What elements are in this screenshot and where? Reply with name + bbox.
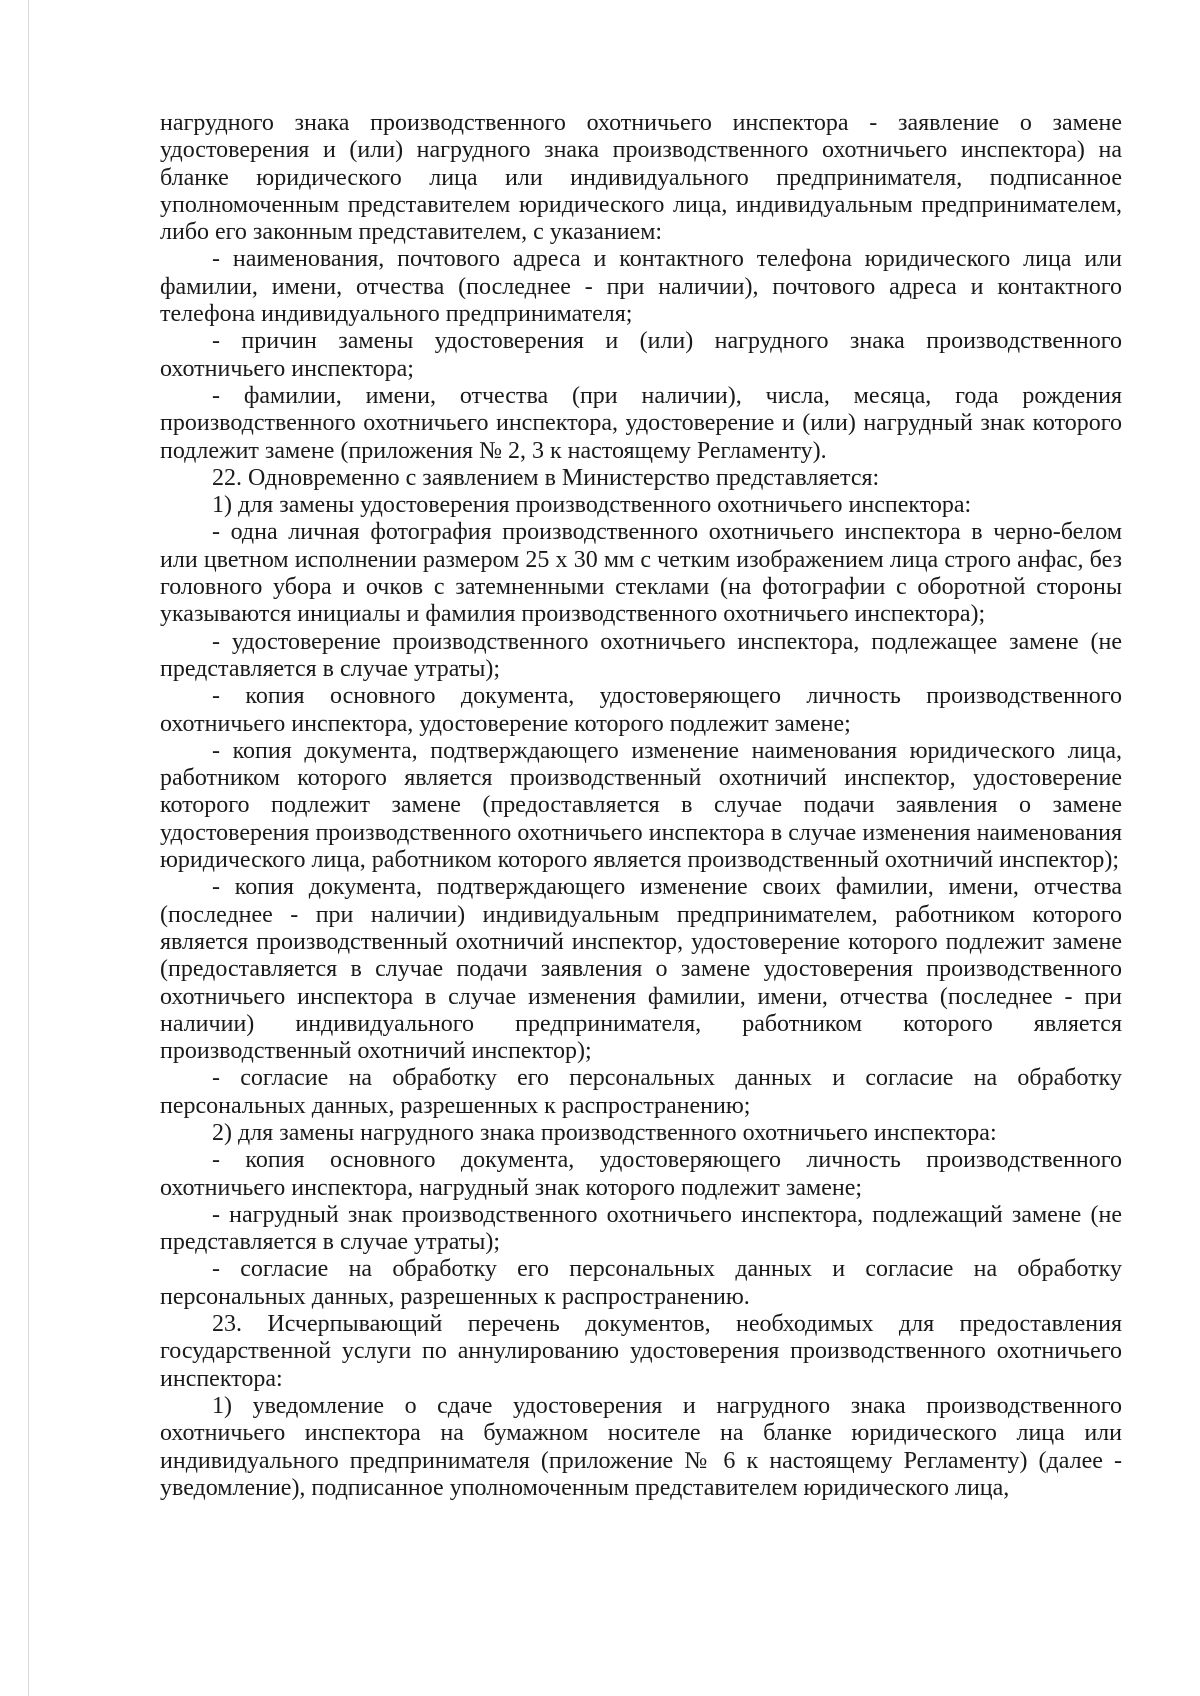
paragraph-item: - причин замены удостоверения и (или) нагрудного знака производственного охотничьего инспектора; — [160, 328, 1122, 382]
paragraph-item: - удостоверение производственного охотничьего инспектора, подлежащее замене (не представляется в случае утраты); — [160, 628, 1122, 682]
paragraph-subsection: 2) для замены нагрудного знака производственного охотничьего инспектора: — [212, 1119, 997, 1146]
page-left-edge — [28, 0, 29, 1696]
paragraph-continuation: нагрудного знака производственного охотничьего инспектора - заявление о замене удостоверения и (или) нагрудного знака производственного охотничьего инспектора) на бланке юридического лица или индивидуального предпринимателя, подписанное уполномоченным представителем юридического лица, индивидуальным предпринимателем, либо его законным представителем, с указанием: — [160, 110, 1122, 246]
paragraph-item: - копия основного документа, удостоверяющего личность производственного охотничьего инспектора, нагрудный знак которого подлежит замене; — [160, 1147, 1122, 1201]
paragraph-item: - одна личная фотография производственного охотничьего инспектора в черно-белом или цветном исполнении размером 25 x 30 мм с четким изображением лица строго анфас, без головного убора и очков с затемненными стеклами (на фотографии с оборотной стороны указываются инициалы и фамилия производственного охотничьего инспектора); — [160, 519, 1122, 628]
paragraph-item: - фамилии, имени, отчества (при наличии), числа, месяца, года рождения производственного охотничьего инспектора, удостоверение и (или) нагрудный знак которого подлежит замене (приложения № 2, 3 к настоящему Регламенту). — [160, 382, 1122, 464]
paragraph-item: - копия документа, подтверждающего изменение своих фамилии, имени, отчества (последнее - при наличии) индивидуальным предпринимателем, работником которого является производственный охотничий инспектор, удостоверение которого подлежит замене (предоставляется в случае подачи заявления о замене удостоверения производственного охотничьего инспектора в случае изменения фамилии, имени, отчества (последнее - при наличии) индивидуального предпринимателя, работником которого является производственный охотничий инспектор); — [160, 874, 1122, 1065]
paragraph-item: - согласие на обработку его персональных данных и согласие на обработку персональных данных, разрешенных к распространению; — [160, 1065, 1122, 1119]
paragraph-item: - копия основного документа, удостоверяющего личность производственного охотничьего инспектора, удостоверение которого подлежит замене; — [160, 683, 1122, 737]
paragraph-item: - нагрудный знак производственного охотничьего инспектора, подлежащий замене (не представляется в случае утраты); — [160, 1201, 1122, 1256]
paragraph-section-22: 22. Одновременно с заявлением в Министерство представляется: — [212, 464, 880, 491]
paragraph-item: - копия документа, подтверждающего изменение наименования юридического лица, работником которого является производственный охотничий инспектор, удостоверение которого подлежит замене (предоставляется в случае подачи заявления о замене удостоверения производственного охотничьего инспектора в случае изменения наименования юридического лица, работником которого является производственный охотничий инспектор); — [160, 737, 1122, 874]
paragraph-item: - согласие на обработку его персональных данных и согласие на обработку персональных данных, разрешенных к распространению. — [160, 1256, 1122, 1310]
document-body — [160, 110, 1122, 1502]
paragraph-subsection: 1) уведомление о сдаче удостоверения и нагрудного знака производственного охотничьего инспектора на бумажном носителе на бланке юридического лица или индивидуального предпринимателя (приложение № 6 к настоящему Регламенту) (далее - уведомление), подписанное уполномоченным представителем юридического лица, — [160, 1392, 1122, 1501]
paragraph-subsection: 1) для замены удостоверения производственного охотничьего инспектора: — [212, 492, 972, 519]
paragraph-section-23: 23. Исчерпывающий перечень документов, необходимых для предоставления государственной услуги по аннулированию удостоверения производственного охотничьего инспектора: — [160, 1311, 1122, 1392]
paragraph-item: - наименования, почтового адреса и контактного телефона юридического лица или фамилии, имени, отчества (последнее - при наличии), почтового адреса и контактного телефона индивидуального предпринимателя; — [160, 246, 1122, 328]
